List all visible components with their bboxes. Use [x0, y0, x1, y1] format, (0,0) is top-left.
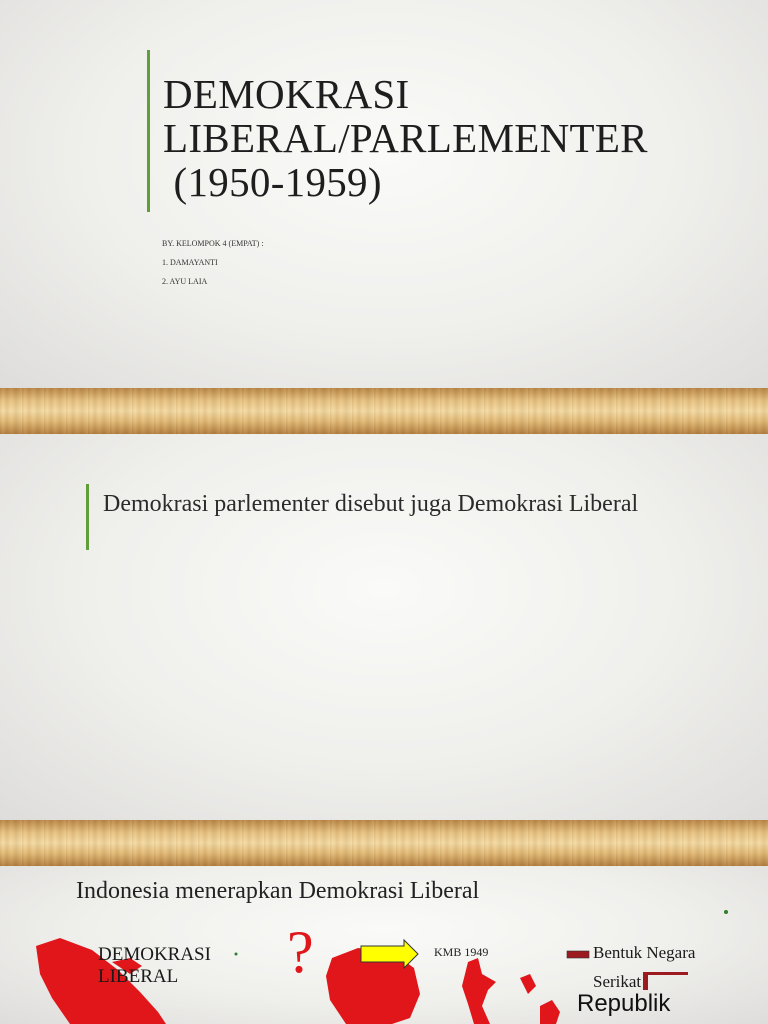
- question-mark: ?: [287, 919, 314, 985]
- accent-bar: [147, 50, 150, 212]
- definition-text: Demokrasi parlementer disebut juga Demokrasi Liberal: [103, 491, 639, 517]
- kmb-label: KMB 1949: [434, 945, 489, 959]
- map-dot: [235, 953, 238, 956]
- accent-bar: [86, 484, 89, 550]
- map-island-papua: [540, 1000, 560, 1024]
- bentuk-negara-label: Bentuk Negara: [593, 943, 696, 962]
- serikat-marker: [643, 972, 688, 990]
- member-2: 2. AYU LAIA: [162, 277, 208, 286]
- serikat-label: Serikat: [593, 972, 642, 991]
- title-line-2: LIBERAL/PARLEMENTER: [163, 115, 648, 161]
- legend-marker: [567, 951, 589, 958]
- byline: BY. KELOMPOK 4 (EMPAT) :: [162, 239, 264, 248]
- map-island-sulawesi: [462, 958, 496, 1024]
- slide-definition: [0, 434, 768, 820]
- slide3-title: Indonesia menerapkan Demokrasi Liberal: [76, 878, 480, 904]
- slide-title-heading: [163, 72, 648, 204]
- map-island-maluku: [520, 974, 536, 994]
- member-1: 1. DAMAYANTI: [162, 258, 218, 267]
- slide-indonesia: [0, 866, 768, 1024]
- byline-block: [162, 234, 264, 291]
- slide-title: [0, 0, 768, 388]
- wood-divider: [0, 388, 768, 434]
- label-line-2: LIBERAL: [98, 966, 179, 987]
- republik-label: Republik: [577, 990, 671, 1017]
- wood-divider: [0, 820, 768, 866]
- label-line-1: DEMOKRASI: [98, 944, 211, 965]
- title-line-3: (1950-1959): [163, 159, 382, 205]
- demokrasi-liberal-label: [98, 944, 211, 988]
- title-line-1: DEMOKRASI: [163, 71, 410, 117]
- map-dot: [724, 910, 728, 914]
